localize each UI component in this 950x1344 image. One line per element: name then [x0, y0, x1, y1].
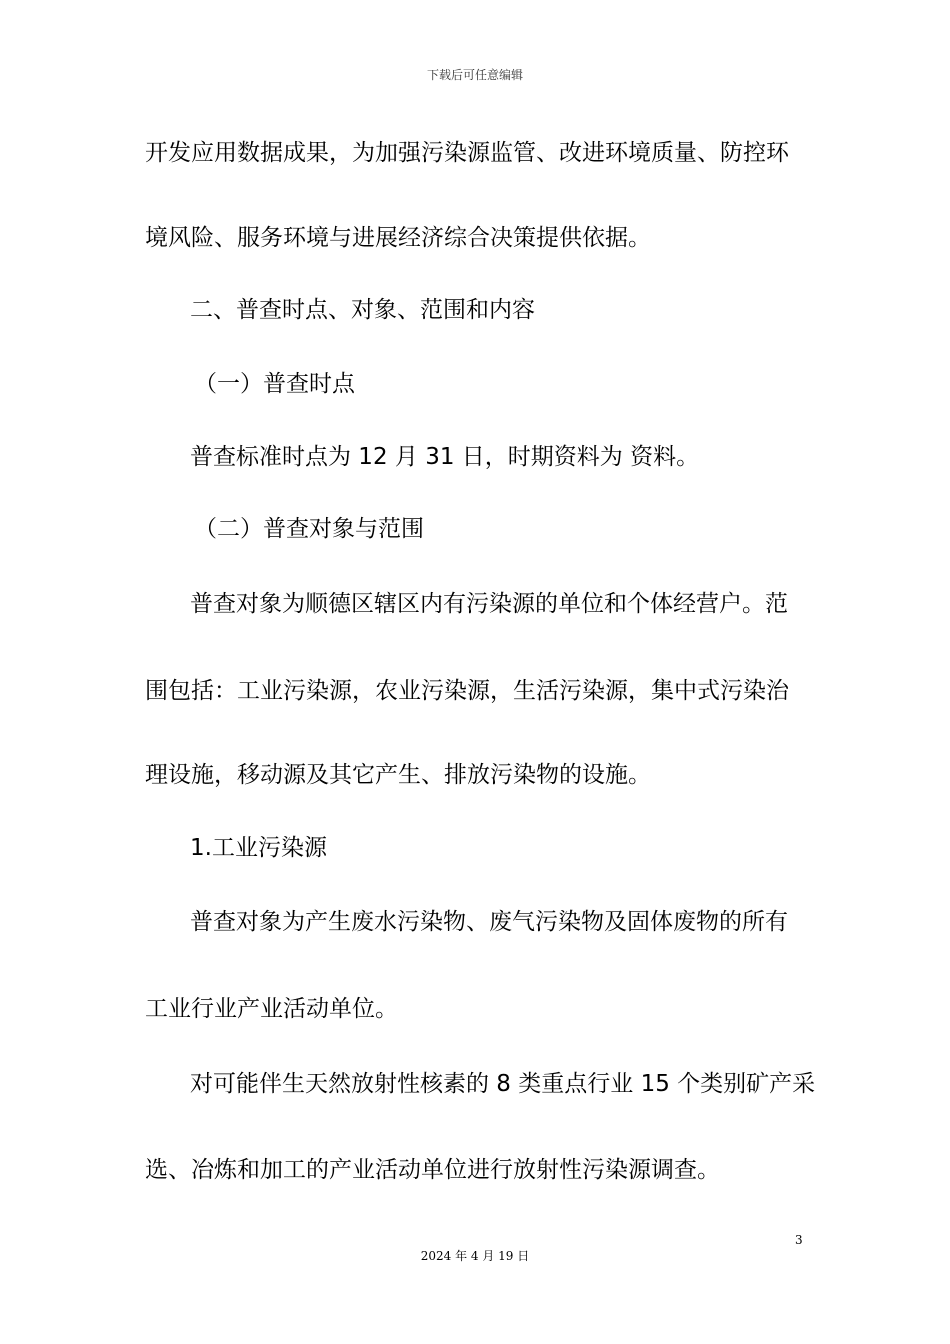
paragraph-line: 对可能伴生天然放射性核素的 8 类重点行业 15 个类别矿产采	[190, 1071, 816, 1097]
paragraph-line: 选、冶炼和加工的产业活动单位进行放射性污染源调查。	[145, 1157, 720, 1183]
paragraph-line: 普查对象为顺德区辖区内有污染源的单位和个体经营户。范	[190, 591, 788, 617]
page-header: 下载后可任意编辑	[426, 68, 523, 82]
page-number: 3	[795, 1233, 803, 1247]
paragraph-line: 工业行业产业活动单位。	[145, 996, 398, 1022]
item-heading: 1.工业污染源	[190, 835, 327, 861]
section-heading: 二、普查时点、对象、范围和内容	[190, 297, 535, 323]
subsection-heading: （一）普查时点	[194, 371, 355, 397]
paragraph-line: 理设施，移动源及其它产生、排放污染物的设施。	[145, 762, 651, 788]
paragraph-line: 围包括：工业污染源，农业污染源，生活污染源，集中式污染治	[145, 678, 789, 704]
subsection-heading: （二）普查对象与范围	[194, 516, 424, 542]
paragraph-line: 开发应用数据成果，为加强污染源监管、改进环境质量、防控环	[145, 140, 789, 166]
footer-date: 2024 年 4 月 19 日	[420, 1249, 530, 1263]
paragraph-line: 境风险、服务环境与进展经济综合决策提供依据。	[145, 225, 651, 251]
paragraph-line: 普查标准时点为 12 月 31 日，时期资料为 资料。	[190, 444, 700, 470]
paragraph-line: 普查对象为产生废水污染物、废气污染物及固体废物的所有	[190, 909, 788, 935]
